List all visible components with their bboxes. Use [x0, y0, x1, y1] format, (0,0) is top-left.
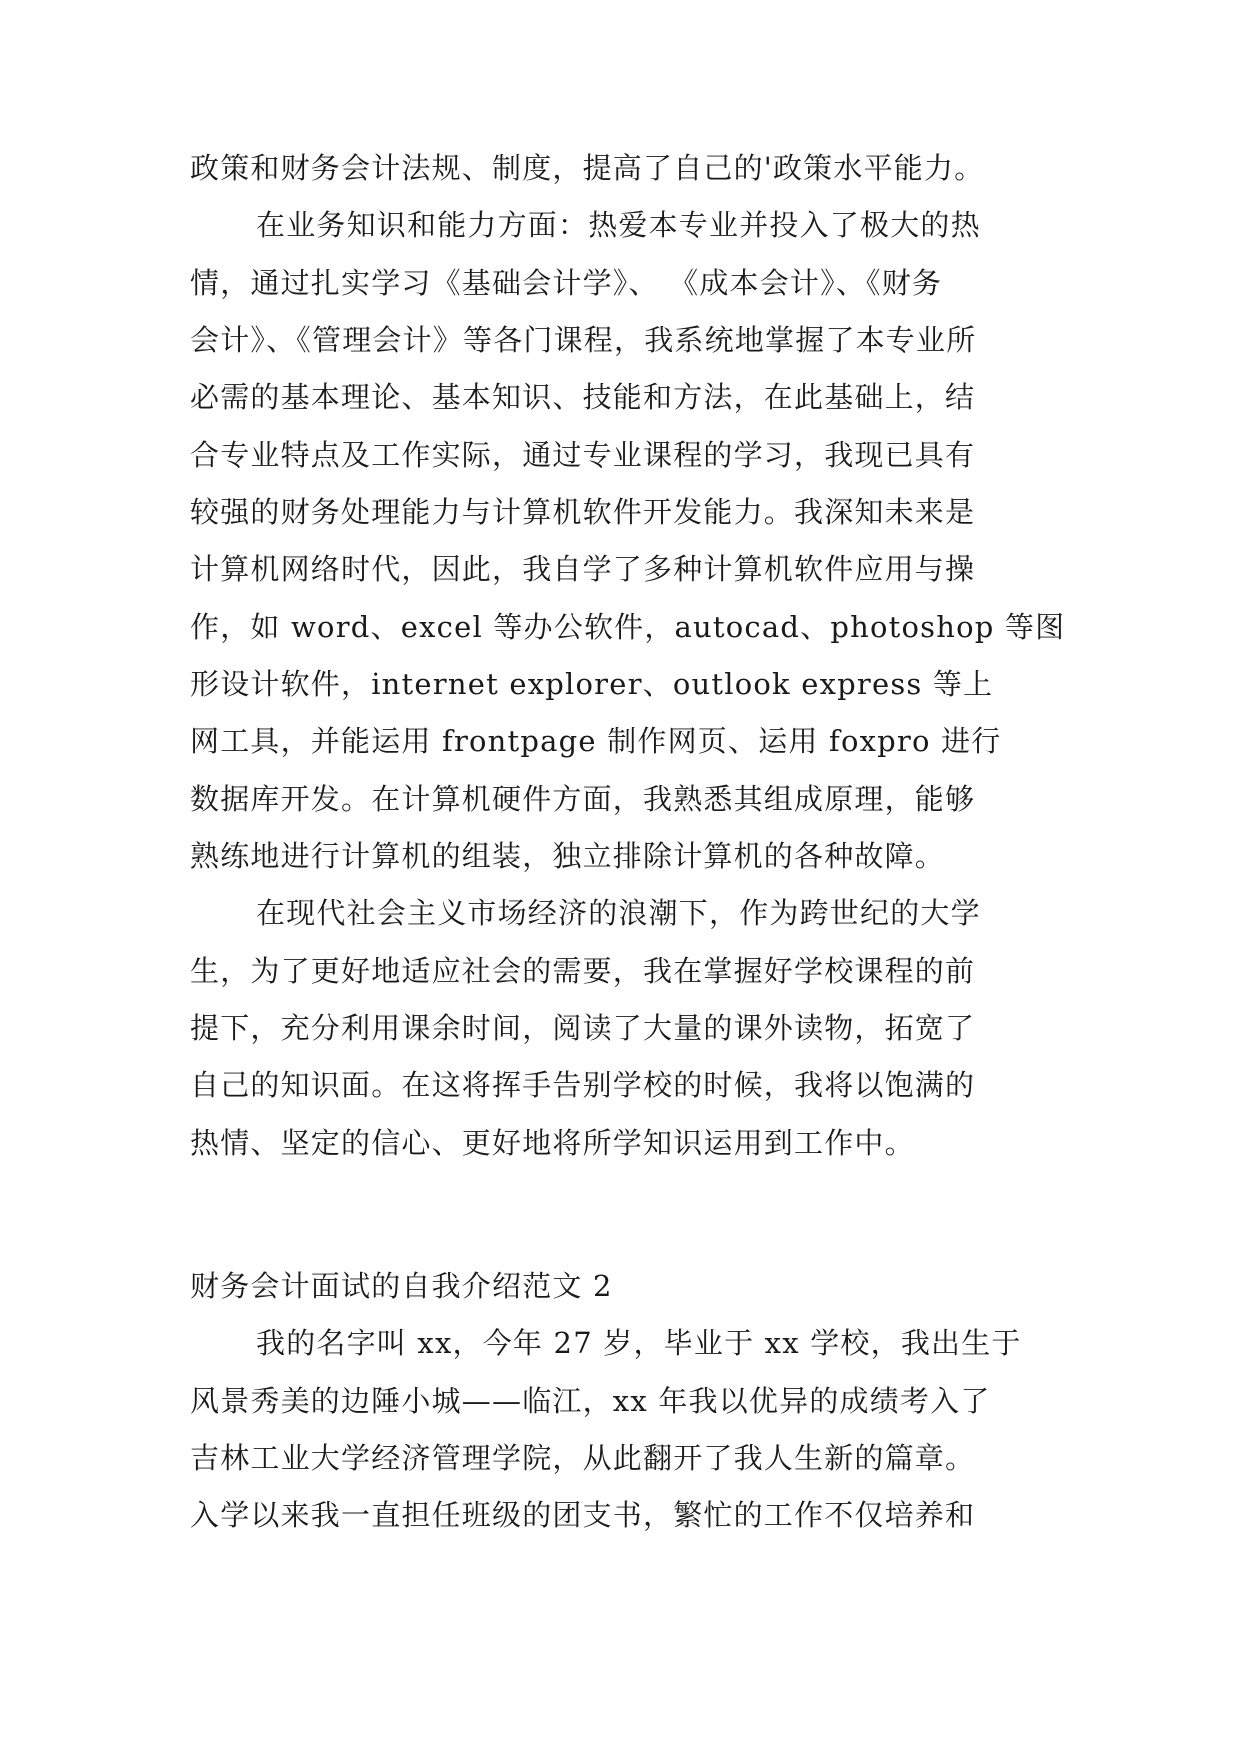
paragraph-line: 生，为了更好地适应社会的需要，我在掌握好学校课程的前	[190, 954, 976, 988]
paragraph-line: 必需的基本理论、基本知识、技能和方法，在此基础上，结	[190, 380, 976, 414]
paragraph-line: 数据库开发。在计算机硬件方面，我熟悉其组成原理，能够	[190, 782, 976, 816]
paragraph-line: 在现代社会主义市场经济的浪潮下，作为跨世纪的大学	[256, 896, 981, 930]
paragraph-line: 较强的财务处理能力与计算机软件开发能力。我深知未来是	[190, 495, 976, 529]
paragraph-line: 吉林工业大学经济管理学院，从此翻开了我人生新的篇章。	[190, 1441, 976, 1475]
paragraph-line: 入学以来我一直担任班级的团支书，繁忙的工作不仅培养和	[190, 1498, 976, 1532]
paragraph-line: 我的名字叫 xx，今年 27 岁，毕业于 xx 学校，我出生于	[256, 1326, 1022, 1360]
paragraph-line: 形设计软件，internet explorer、outlook express 等上	[190, 667, 994, 701]
section-heading: 财务会计面试的自我介绍范文 2	[190, 1269, 613, 1303]
paragraph-line: 风景秀美的边陲小城——临江，xx 年我以优异的成绩考入了	[190, 1384, 991, 1418]
paragraph-line: 在业务知识和能力方面：热爱本专业并投入了极大的热	[256, 208, 981, 242]
paragraph-line: 熟练地进行计算机的组装，独立排除计算机的各种故障。	[190, 839, 946, 873]
paragraph-line: 自己的知识面。在这将挥手告别学校的时候，我将以饱满的	[190, 1068, 976, 1102]
paragraph-line: 网工具，并能运用 frontpage 制作网页、运用 foxpro 进行	[190, 724, 1002, 758]
paragraph-line: 情，通过扎实学习《基础会计学》、 《成本会计》、《财务	[190, 266, 943, 300]
paragraph-line: 计算机网络时代，因此，我自学了多种计算机软件应用与操	[190, 552, 976, 586]
paragraph-line: 合专业特点及工作实际，通过专业课程的学习，我现已具有	[190, 438, 976, 472]
paragraph-line: 作，如 word、excel 等办公软件，autocad、photoshop 等图	[190, 610, 1066, 644]
paragraph-line: 提下，充分利用课余时间，阅读了大量的课外读物，拓宽了	[190, 1011, 976, 1045]
paragraph-line: 热情、坚定的信心、更好地将所学知识运用到工作中。	[190, 1126, 915, 1160]
paragraph-line: 会计》、《管理会计》等各门课程，我系统地掌握了本专业所	[190, 323, 977, 357]
paragraph-line: 政策和财务会计法规、制度，提高了自己的'政策水平能力。	[190, 151, 985, 185]
